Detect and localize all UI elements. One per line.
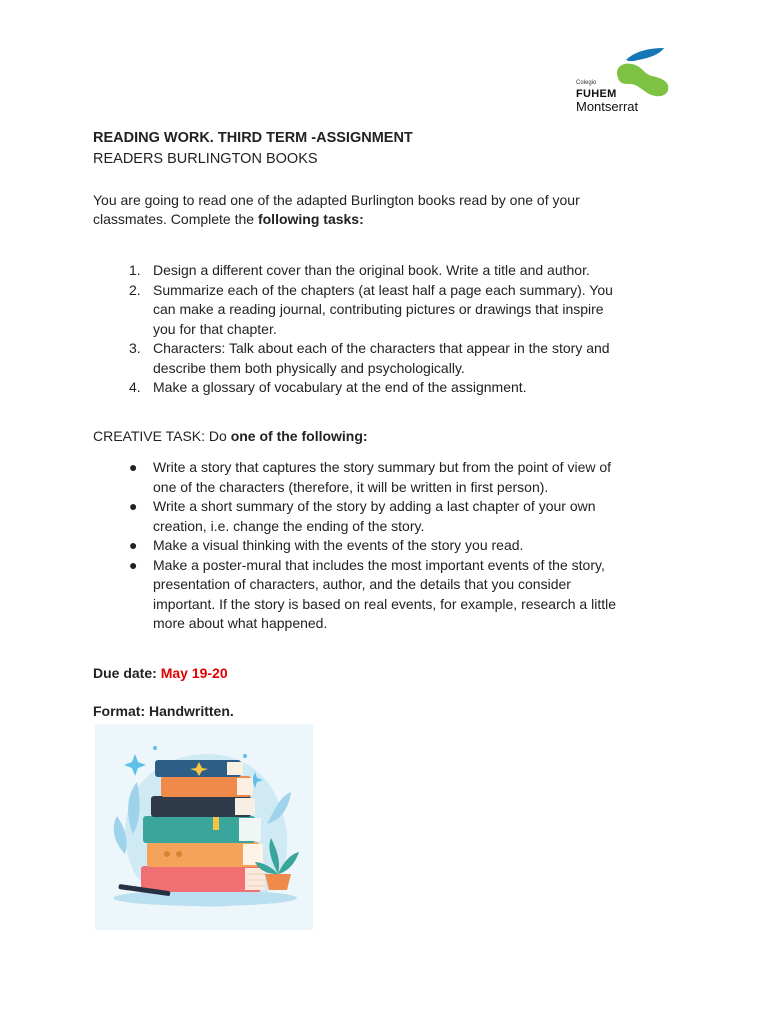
list-marker: ● — [129, 537, 138, 553]
list-marker: ● — [129, 459, 138, 475]
task-item — [93, 378, 693, 398]
logo-name-text: Montserrat — [576, 99, 639, 114]
intro-line-2-bold: following tasks: — [257, 211, 364, 227]
list-item-line: Write a story that captures the story summary but from the point of view of — [153, 459, 612, 475]
list-item-line: important. If the story is based on real events, for example, research a little — [153, 595, 616, 612]
list-item-line: more about what happened. — [153, 615, 328, 631]
due-date-value: May 19-20 — [160, 665, 228, 681]
task-list — [93, 261, 693, 398]
task-item — [93, 261, 693, 281]
creative-prefix: CREATIVE TASK: Do — [93, 428, 231, 444]
task-item — [93, 339, 693, 378]
list-marker: 2. — [129, 281, 141, 298]
list-item-line: Make a visual thinking with the events of the story you read. — [153, 537, 524, 553]
creative-option-item — [93, 556, 693, 634]
list-marker: 3. — [129, 340, 141, 356]
intro-line-2-text: classmates. Complete the — [93, 211, 258, 227]
list-item-line: one of the characters (therefore, it will be written in first person). — [153, 478, 549, 495]
due-date-label: Due date: — [93, 665, 161, 681]
assignment-subtitle: READERS BURLINGTON BOOKS — [93, 151, 318, 167]
list-item-line: Design a different cover than the original book. Write a title and author. — [153, 262, 590, 278]
logo-small-text: Colegio — [576, 80, 597, 86]
list-item-line: Summarize each of the chapters (at least half a page each summary). You — [153, 281, 613, 298]
creative-option-item — [93, 536, 693, 556]
list-item-line: creation, i.e. change the ending of the story. — [153, 517, 425, 534]
due-date — [93, 664, 228, 684]
logo-brand-text: FUHEM — [576, 88, 617, 100]
list-item-line: Write a short summary of the story by adding a last chapter of your own — [153, 498, 596, 514]
school-logo — [572, 46, 676, 122]
books-illustration — [95, 724, 313, 930]
intro-line-2 — [93, 210, 364, 230]
format-line: Format: Handwritten. — [93, 703, 234, 719]
list-item-line: presentation of characters, author, and the details that you consider — [153, 576, 571, 592]
creative-task-heading — [93, 427, 368, 447]
list-marker: ● — [129, 556, 138, 573]
creative-option-item — [93, 458, 693, 497]
stack-of-books-icon — [95, 724, 313, 930]
intro-line-1: You are going to read one of the adapted Burlington books read by one of your — [93, 192, 580, 208]
creative-options-list — [93, 458, 693, 634]
list-item-line: you for that chapter. — [153, 320, 277, 337]
list-item-line: Make a glossary of vocabulary at the end of the assignment. — [153, 379, 527, 395]
list-item-line: can make a reading journal, contributing pictures or drawings that inspire — [153, 301, 604, 317]
logo-mark-icon — [612, 46, 674, 98]
list-marker: 4. — [129, 379, 141, 395]
list-item-line: Make a poster-mural that includes the most important events of the story, — [153, 556, 605, 573]
list-item-line: describe them both physically and psychologically. — [153, 359, 465, 376]
creative-bold: one of the following: — [230, 428, 368, 444]
assignment-title: READING WORK. THIRD TERM -ASSIGNMENT — [93, 130, 413, 146]
task-item — [93, 281, 693, 340]
creative-option-item — [93, 497, 693, 536]
list-marker: 1. — [129, 262, 141, 278]
list-item-line: Characters: Talk about each of the characters that appear in the story and — [153, 340, 610, 356]
list-marker: ● — [129, 498, 138, 514]
